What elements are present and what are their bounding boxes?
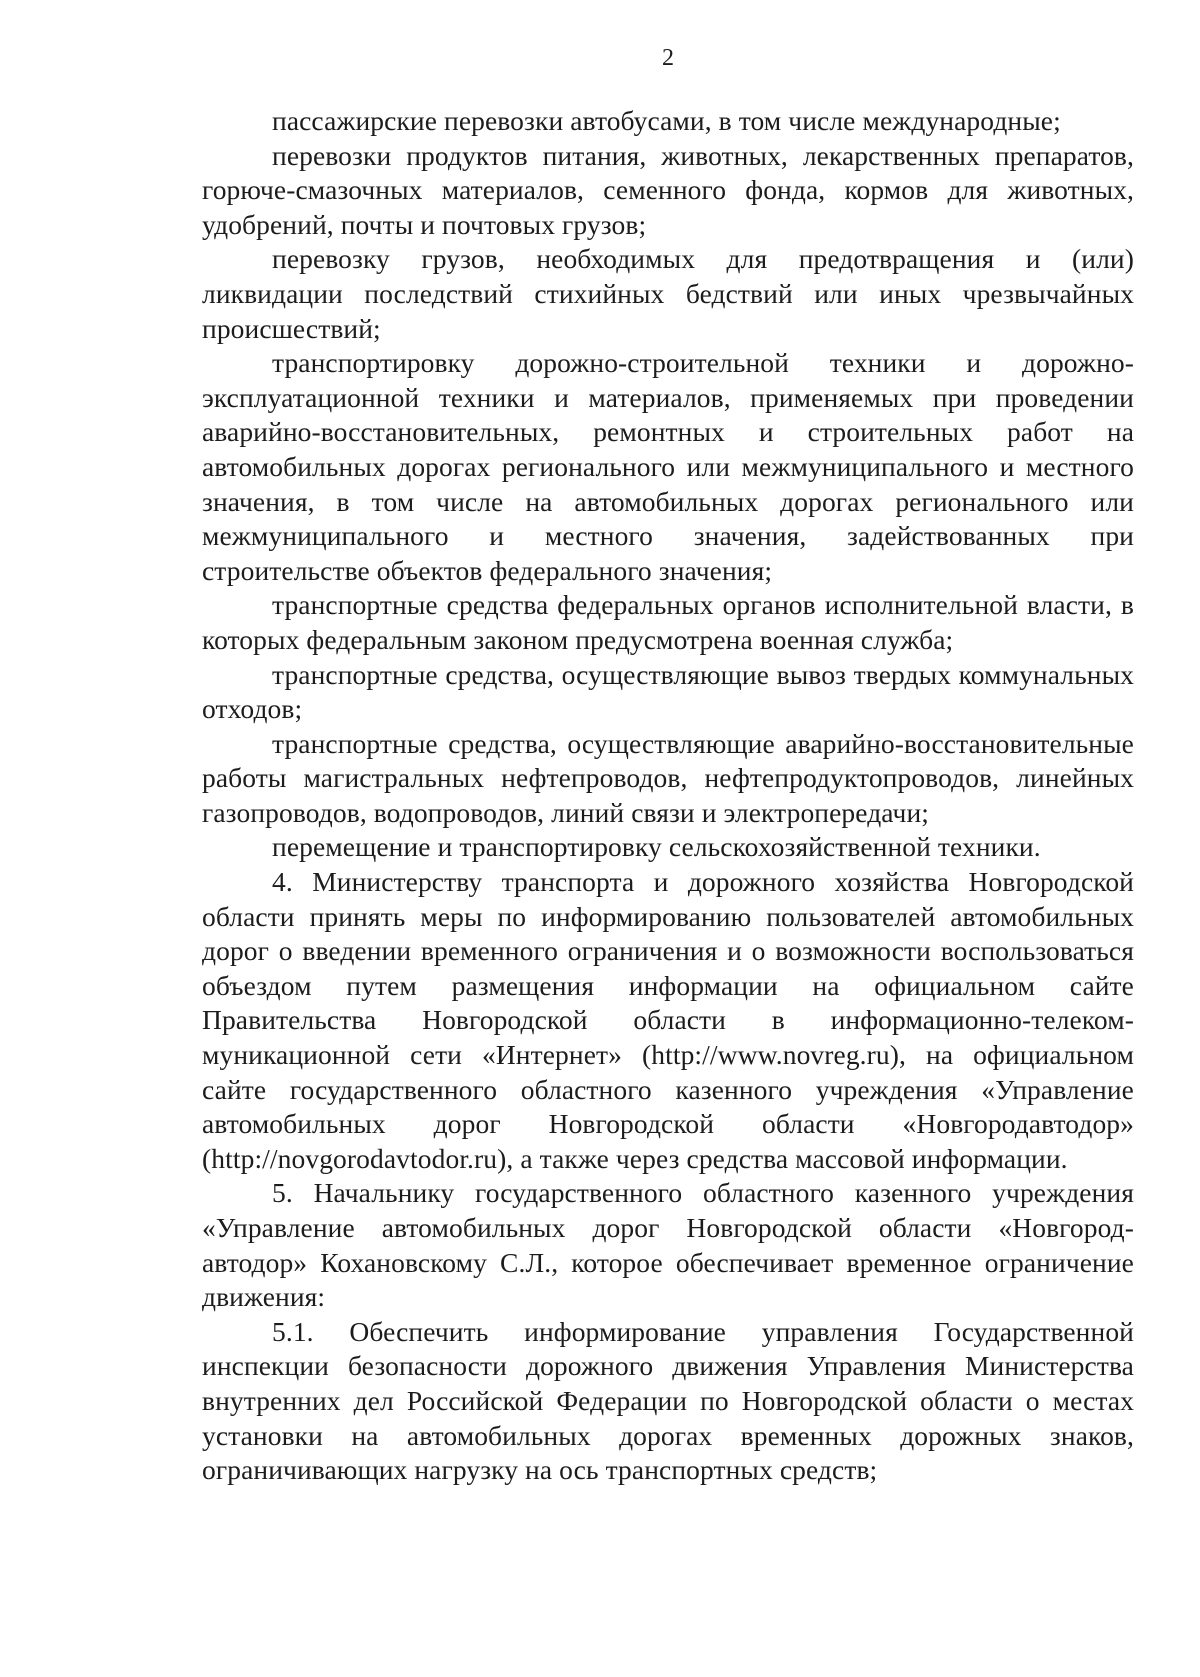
paragraph-passenger-transport: пассажирские перевозки автобусами, в том числе международные; — [272, 105, 1061, 136]
paragraph-item-5: 5. Начальнику государственного областного казенного учреждения «Управление автомобильных дорог Новгородской области «Новгород-автодор» Кохановскому С.Л., которое обеспечивает временное ограничение движения: — [202, 1177, 1134, 1313]
paragraph-federal-vehicles: транспортные средства федеральных органов исполнительной власти, в которых федеральным законом предусмотрена военная служба; — [202, 589, 1134, 655]
document-body — [202, 104, 1134, 1488]
paragraph-pipeline-repair: транспортные средства, осуществляющие аварийно-восстановительные работы магистральных нефтепроводов, нефтепродуктопроводов, линейных газопроводов, водопроводов, линий связи и электропередачи; — [202, 727, 1134, 828]
paragraph-item-5-1: 5.1. Обеспечить информирование управления Государственной инспекции безопасности дорожного движения Управления Министерства внутренних дел Российской Федерации по Новгородской области о местах установки на автомобильных дорогах временных дорожных знаков, ограничивающих нагрузку на ось транспортных средств; — [202, 1315, 1134, 1486]
paragraph-food-transport: перевозки продуктов питания, животных, лекарственных препаратов, горюче-смазочных материалов, семенного фонда, кормов для животных, удобрений, почты и почтовых грузов; — [202, 139, 1134, 240]
page-number: 2 — [662, 45, 674, 71]
paragraph-waste-vehicles: транспортные средства, осуществляющие вывоз твердых коммунальных отходов; — [202, 658, 1134, 725]
paragraph-item-4: 4. Министерству транспорта и дорожного хозяйства Новгородской области принять меры по информированию пользователей автомобильных дорог о введении временного ограничения и о возможности воспользоваться объездом путем размещения информации на официальном сайте Правительства Новгородской области в информационно-телеком-муникационной сети «Интернет» (http://www.novreg.ru), на официальном сайте государственного областного казенного учреждения «Управление автомобильных дорог Новгородской области «Новгородавтодор» (http://novgorodavtodor.ru), а также через средства массовой информации. — [202, 866, 1134, 1174]
paragraph-emergency-cargo: перевозку грузов, необходимых для предотвращения и (или) ликвидации последствий стихийных бедствий или иных чрезвычайных происшествий; — [202, 243, 1134, 344]
paragraph-road-equipment: транспортировку дорожно-строительной техники и дорожно-эксплуатационной техники и материалов, применяемых при проведении аварийно-восстановительных, ремонтных и строительных работ на автомобильных дорогах регионального или межмуниципального и местного значения, в том числе на автомобильных дорогах регионального или межмуниципального и местного значения, задействованных при строительстве объектов федерального значения; — [202, 347, 1134, 586]
paragraph-agricultural-machinery: перемещение и транспортировку сельскохозяйственной техники. — [272, 831, 1041, 863]
